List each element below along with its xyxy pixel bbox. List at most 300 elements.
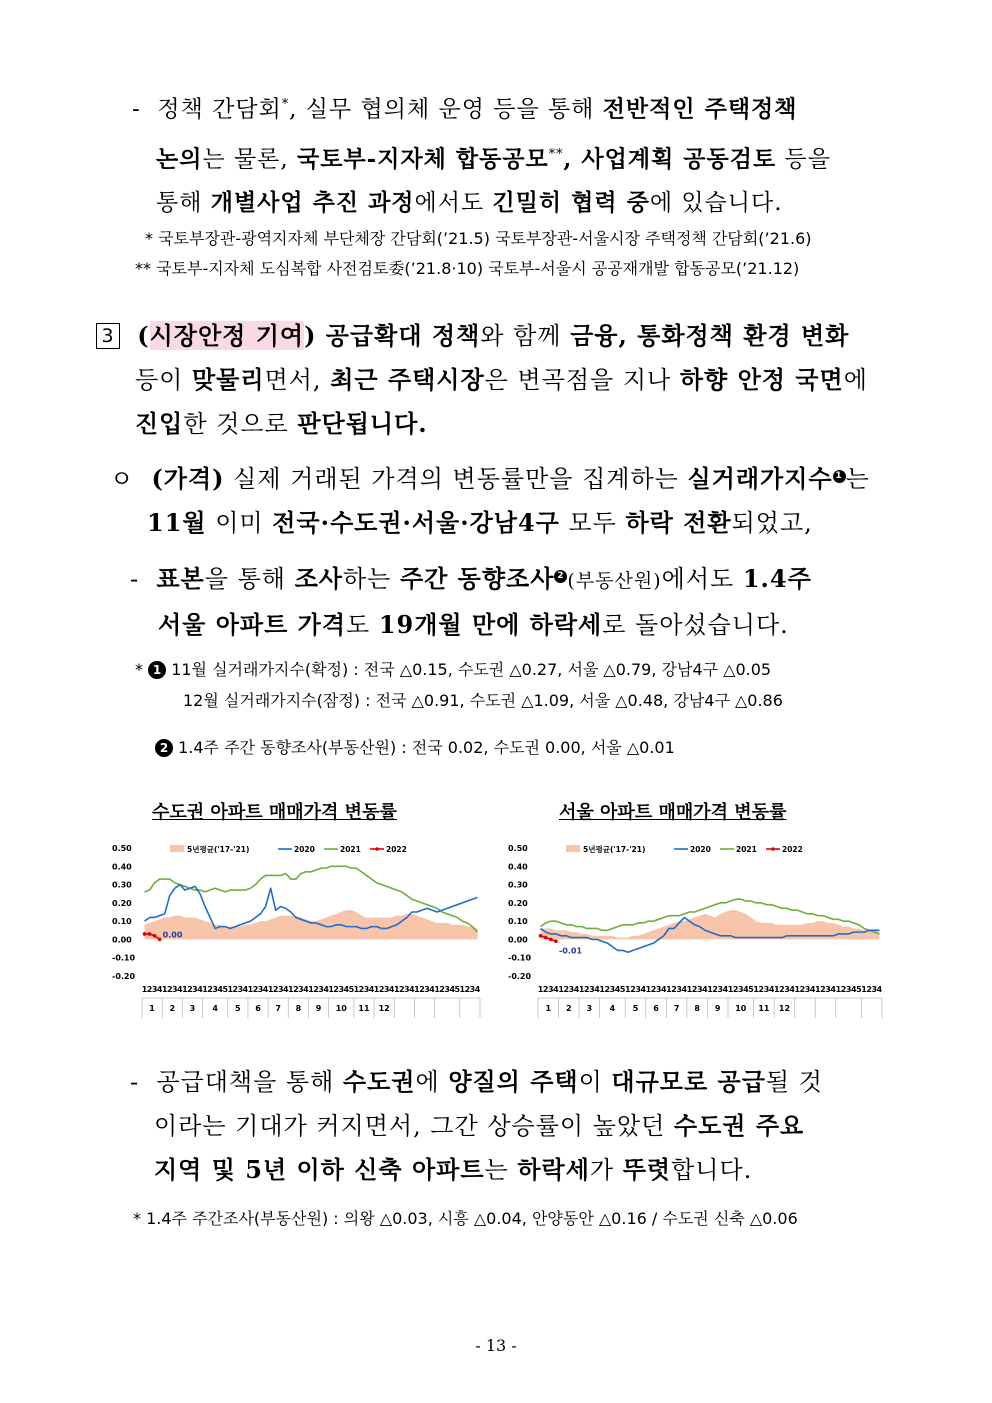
month-label: 6 bbox=[255, 1004, 261, 1013]
text: 될 것 bbox=[765, 1068, 823, 1096]
x-tick-label: 2 bbox=[866, 985, 872, 994]
x-tick-label: 2 bbox=[187, 985, 193, 994]
y-tick-label: 0.40 bbox=[112, 862, 132, 872]
emphasis: 대규모로 공급 bbox=[611, 1067, 766, 1096]
highlight-heading: 시장안정 기여 bbox=[149, 321, 305, 350]
x-tick-label: 1 bbox=[666, 985, 672, 994]
text: 은 변곡점을 지나 bbox=[484, 366, 680, 394]
x-tick-label: 5 bbox=[619, 985, 626, 994]
para-line bbox=[130, 557, 910, 603]
paren: ) bbox=[304, 321, 317, 350]
x-tick-label: 2 bbox=[840, 985, 847, 994]
price-paragraph bbox=[110, 457, 910, 545]
x-tick-label: 2 bbox=[439, 985, 445, 994]
text: 에 bbox=[843, 366, 868, 394]
x-tick-label: 1 bbox=[227, 985, 234, 994]
emphasis: 11월 bbox=[147, 508, 207, 537]
x-tick-label: 2 bbox=[583, 985, 590, 994]
series-2022-point bbox=[549, 938, 553, 942]
x-tick-label: 3 bbox=[237, 985, 244, 994]
para-line bbox=[132, 132, 898, 182]
x-tick-label: 4 bbox=[850, 985, 857, 994]
x-tick-label: 3 bbox=[845, 985, 852, 994]
x-tick-label: 2 bbox=[799, 985, 806, 994]
x-tick-label: 3 bbox=[609, 985, 616, 994]
text: 로 돌아섰습니다. bbox=[602, 611, 789, 639]
x-tick-label: 2 bbox=[604, 985, 611, 994]
para-line bbox=[132, 181, 898, 225]
month-label: 7 bbox=[673, 1004, 680, 1013]
x-tick-label: 3 bbox=[469, 985, 476, 994]
y-tick-label: 0.20 bbox=[112, 898, 132, 908]
x-tick-label: 3 bbox=[404, 985, 410, 994]
x-tick-label: 2 bbox=[293, 985, 299, 994]
index-note-1 bbox=[135, 655, 771, 685]
x-tick-label: 4 bbox=[789, 985, 795, 994]
emphasis: 주간 동향조사 bbox=[399, 564, 555, 593]
circled-number-1: 1 bbox=[833, 470, 846, 483]
x-tick-label: 2 bbox=[630, 985, 636, 994]
y-tick-label: 0.40 bbox=[508, 862, 528, 872]
month-label: 9 bbox=[315, 1004, 322, 1013]
x-tick-label: 3 bbox=[804, 985, 811, 994]
x-tick-label: 4 bbox=[553, 985, 559, 994]
x-tick-label: 1 bbox=[578, 985, 585, 994]
x-tick-label: 3 bbox=[212, 985, 218, 994]
month-label: 3 bbox=[189, 1004, 196, 1013]
x-tick-label: 2 bbox=[542, 985, 549, 994]
legend-label: 2021 bbox=[340, 845, 361, 854]
emphasis: 최근 주택시장 bbox=[330, 365, 485, 394]
x-tick-label: 2 bbox=[333, 985, 340, 994]
text: 이라는 기대가 커지면서, 그간 상승률이 높았던 bbox=[154, 1112, 674, 1140]
y-tick-label: -0.10 bbox=[112, 953, 136, 963]
month-label: 3 bbox=[586, 1004, 593, 1013]
legend-marker-2022 bbox=[771, 847, 775, 851]
y-tick-label: 0.50 bbox=[112, 844, 132, 853]
x-tick-label: 3 bbox=[277, 985, 284, 994]
emphasis: 전국·수도권·서울·강남4구 bbox=[272, 508, 560, 537]
text: 면서, bbox=[264, 366, 331, 394]
page-number: - 13 - bbox=[475, 1336, 517, 1355]
x-tick-label: 3 bbox=[738, 985, 744, 994]
x-tick-label: 2 bbox=[146, 985, 153, 994]
footnote-marker: * bbox=[281, 96, 290, 111]
circled-number-1: 1 bbox=[148, 661, 166, 679]
x-tick-label: 4 bbox=[809, 985, 816, 994]
emphasis: 전반적인 주택정책 bbox=[602, 95, 798, 123]
text: 에 bbox=[415, 1068, 449, 1096]
avg-area bbox=[145, 910, 478, 939]
y-tick-label: -0.20 bbox=[112, 972, 136, 981]
index-note-2 bbox=[155, 733, 675, 763]
x-tick-label: 1 bbox=[625, 985, 631, 994]
x-tick-label: 4 bbox=[343, 985, 350, 994]
x-tick-label: 5 bbox=[454, 985, 461, 994]
x-tick-label: 1 bbox=[459, 985, 466, 994]
x-tick-label: 3 bbox=[318, 985, 324, 994]
circled-number-2: 2 bbox=[554, 570, 567, 583]
x-tick-label: 1 bbox=[373, 985, 380, 994]
para-line bbox=[96, 402, 906, 446]
para-line bbox=[96, 358, 906, 402]
text: 한 것으로 bbox=[183, 410, 298, 438]
x-tick-label: 2 bbox=[378, 985, 385, 994]
paren: ( bbox=[137, 321, 150, 350]
x-tick-label: 3 bbox=[763, 985, 770, 994]
text: 통해 bbox=[156, 190, 211, 217]
x-tick-label: 1 bbox=[537, 985, 544, 994]
x-tick-label: 2 bbox=[166, 985, 173, 994]
emphasis: 하락 전환 bbox=[625, 508, 732, 537]
x-tick-label: 4 bbox=[156, 985, 163, 994]
x-tick-label: 3 bbox=[871, 985, 878, 994]
x-tick-label: 4 bbox=[323, 985, 329, 994]
text: 합니다. bbox=[671, 1156, 753, 1184]
x-tick-label: 4 bbox=[242, 985, 249, 994]
circled-number-2: 2 bbox=[155, 739, 173, 757]
x-tick-label: 3 bbox=[676, 985, 682, 994]
y-tick-label: 0.10 bbox=[508, 917, 528, 927]
x-tick-label: 3 bbox=[717, 985, 724, 994]
lower-paragraph bbox=[130, 1060, 910, 1192]
y-tick-label: 0.10 bbox=[112, 917, 132, 927]
bullet-marker: ㅇ bbox=[110, 465, 135, 493]
month-label: 2 bbox=[566, 1004, 572, 1013]
legend-label: 2020 bbox=[294, 845, 315, 854]
x-tick-label: 4 bbox=[474, 985, 481, 994]
x-tick-label: 2 bbox=[464, 985, 471, 994]
legend-swatch-avg bbox=[566, 845, 580, 852]
para-line bbox=[110, 501, 910, 545]
emphasis: 금융, 통화정책 환경 변화 bbox=[570, 321, 850, 350]
text: 가 bbox=[589, 1156, 623, 1184]
legend-label: 2021 bbox=[736, 845, 757, 854]
para-line bbox=[96, 314, 906, 358]
series-2022-point bbox=[554, 939, 558, 943]
x-tick-label: 3 bbox=[151, 985, 158, 994]
right-price-chart bbox=[504, 832, 890, 1022]
series-2022-point bbox=[539, 934, 543, 938]
x-tick-label: 1 bbox=[414, 985, 420, 994]
x-tick-label: 1 bbox=[202, 985, 208, 994]
text: 등을 bbox=[776, 146, 831, 173]
x-tick-label: 1 bbox=[707, 985, 713, 994]
emphasis: 개별사업 추진 과정 bbox=[210, 189, 415, 217]
x-tick-label: 3 bbox=[338, 985, 345, 994]
text: 에 있습니다. bbox=[649, 190, 783, 217]
x-tick-label: 4 bbox=[429, 985, 435, 994]
text: 는 bbox=[484, 1156, 518, 1184]
x-tick-label: 1 bbox=[161, 985, 168, 994]
y-tick-label: 0.20 bbox=[508, 898, 528, 908]
legend-label: 2020 bbox=[690, 845, 711, 854]
text: 하는 bbox=[342, 565, 400, 593]
left-chart-title: 수도권 아파트 매매가격 변동률 bbox=[152, 802, 397, 823]
x-tick-label: 1 bbox=[308, 985, 314, 994]
emphasis: 1.4주 bbox=[742, 564, 812, 593]
x-tick-label: 1 bbox=[182, 985, 188, 994]
x-tick-label: 4 bbox=[303, 985, 309, 994]
footnote-2: ** 국토부-지자체 도심복합 사전검토委(’21.8·10) 국토부-서울시 공공재개발 합동공모(’21.12) bbox=[135, 259, 800, 278]
x-tick-label: 1 bbox=[558, 985, 564, 994]
x-tick-label: 1 bbox=[815, 985, 821, 994]
survey-paragraph bbox=[130, 557, 910, 647]
emphasis: 양질의 주택 bbox=[448, 1067, 579, 1096]
x-tick-label: 1 bbox=[288, 985, 294, 994]
x-tick-label: 2 bbox=[207, 985, 213, 994]
emphasis: 판단됩니다. bbox=[297, 409, 428, 438]
x-tick-label: 3 bbox=[192, 985, 198, 994]
month-label: 1 bbox=[149, 1004, 155, 1013]
x-tick-label: 5 bbox=[348, 985, 355, 994]
x-tick-label: 4 bbox=[768, 985, 775, 994]
x-tick-label: 4 bbox=[661, 985, 667, 994]
x-tick-label: 2 bbox=[732, 985, 739, 994]
x-tick-label: 4 bbox=[743, 985, 749, 994]
legend-label: 5년평균('17-'21) bbox=[583, 845, 646, 854]
x-tick-label: 3 bbox=[424, 985, 430, 994]
month-label: 12 bbox=[778, 1004, 791, 1013]
month-label: 11 bbox=[358, 1004, 370, 1013]
emphasis: 뚜렷 bbox=[622, 1155, 672, 1184]
section-1-paragraph bbox=[132, 82, 898, 225]
x-tick-label: 3 bbox=[825, 985, 831, 994]
emphasis: (가격) bbox=[151, 464, 225, 493]
x-tick-label: 3 bbox=[298, 985, 304, 994]
x-tick-label: 1 bbox=[393, 985, 400, 994]
x-tick-label: 1 bbox=[835, 985, 842, 994]
emphasis: , 사업계획 공동검토 bbox=[563, 145, 777, 173]
legend-label: 2022 bbox=[386, 845, 407, 854]
x-tick-label: 3 bbox=[444, 985, 450, 994]
x-tick-label: 4 bbox=[177, 985, 183, 994]
month-label: 4 bbox=[609, 1004, 616, 1013]
x-tick-label: 2 bbox=[820, 985, 826, 994]
dash-marker: - bbox=[130, 1068, 140, 1096]
month-label: 8 bbox=[295, 1004, 302, 1013]
series-2022-point bbox=[153, 934, 157, 938]
text: 는 물론, bbox=[202, 146, 298, 173]
x-tick-label: 3 bbox=[784, 985, 790, 994]
legend-swatch-avg bbox=[170, 845, 184, 852]
section-3-paragraph bbox=[96, 314, 906, 446]
x-tick-label: 4 bbox=[197, 985, 203, 994]
emphasis: 진입 bbox=[135, 409, 184, 438]
x-tick-label: 5 bbox=[856, 985, 862, 994]
emphasis: 19개월 만에 하락세 bbox=[378, 610, 603, 639]
x-tick-label: 4 bbox=[876, 985, 883, 994]
x-tick-label: 1 bbox=[753, 985, 759, 994]
x-tick-label: 3 bbox=[635, 985, 641, 994]
x-tick-label: 2 bbox=[779, 985, 785, 994]
text: 되었고, bbox=[731, 509, 813, 537]
text: 이 bbox=[578, 1068, 612, 1096]
x-tick-label: 4 bbox=[282, 985, 289, 994]
x-tick-label: 2 bbox=[252, 985, 259, 994]
x-tick-label: 2 bbox=[313, 985, 319, 994]
month-label: 9 bbox=[714, 1004, 721, 1013]
x-tick-label: 4 bbox=[368, 985, 375, 994]
month-label: 8 bbox=[694, 1004, 700, 1013]
x-tick-label: 4 bbox=[409, 985, 415, 994]
legend-label: 5년평균('17-'21) bbox=[187, 845, 250, 854]
emphasis: 수도권 bbox=[342, 1067, 416, 1096]
x-tick-label: 5 bbox=[222, 985, 229, 994]
text: 등이 bbox=[135, 366, 192, 394]
text: 공급대책을 통해 bbox=[156, 1068, 343, 1096]
x-tick-label: 4 bbox=[830, 985, 837, 994]
x-tick-label: 1 bbox=[267, 985, 274, 994]
x-tick-label: 4 bbox=[449, 985, 456, 994]
legend bbox=[566, 844, 803, 854]
para-line bbox=[110, 457, 910, 501]
x-tick-label: 3 bbox=[363, 985, 370, 994]
para-line bbox=[130, 1148, 910, 1192]
month-label: 6 bbox=[653, 1004, 659, 1013]
footnote-marker: ** bbox=[548, 145, 564, 161]
data-label: -0.01 bbox=[558, 946, 583, 956]
x-tick-label: 4 bbox=[573, 985, 580, 994]
text: 에서도 bbox=[414, 190, 493, 217]
month-label: 5 bbox=[235, 1004, 241, 1013]
x-tick-label: 1 bbox=[434, 985, 440, 994]
y-tick-label: 0.00 bbox=[508, 935, 528, 945]
month-label: 1 bbox=[545, 1004, 552, 1013]
text: 실제 거래된 가격의 변동률만을 집계하는 bbox=[224, 465, 688, 493]
data-label: 0.00 bbox=[162, 930, 183, 940]
month-label: 11 bbox=[758, 1004, 770, 1013]
x-tick-label: 2 bbox=[399, 985, 405, 994]
section-number-box: 3 bbox=[96, 323, 120, 349]
text: 도 bbox=[346, 611, 379, 639]
text: 는 bbox=[845, 465, 870, 493]
series-2022-point bbox=[158, 938, 162, 942]
dash-marker: - bbox=[132, 96, 141, 123]
emphasis: 실거래가지수 bbox=[687, 464, 833, 493]
series-2022-point bbox=[148, 932, 152, 936]
x-tick-label: 1 bbox=[353, 985, 360, 994]
emphasis: 하향 안정 국면 bbox=[679, 365, 844, 394]
text: 이미 bbox=[206, 509, 273, 537]
month-label: 5 bbox=[632, 1004, 639, 1013]
y-tick-label: -0.20 bbox=[508, 972, 532, 981]
x-tick-label: 3 bbox=[383, 985, 390, 994]
emphasis: 맞물리 bbox=[192, 365, 265, 394]
text: 와 함께 bbox=[480, 322, 571, 350]
x-tick-label: 2 bbox=[563, 985, 570, 994]
y-tick-label: 0.00 bbox=[112, 935, 132, 945]
x-tick-label: 1 bbox=[247, 985, 254, 994]
right-chart-title: 서울 아파트 매매가격 변동률 bbox=[559, 802, 787, 823]
x-tick-label: 4 bbox=[681, 985, 688, 994]
emphasis: 공급확대 정책 bbox=[316, 321, 481, 350]
para-line bbox=[130, 603, 910, 647]
emphasis: 하락세 bbox=[517, 1155, 590, 1184]
x-tick-label: 4 bbox=[388, 985, 395, 994]
x-tick-label: 2 bbox=[358, 985, 365, 994]
x-tick-label: 3 bbox=[696, 985, 703, 994]
footnote-1: * 국토부장관-광역지자체 부단체장 간담회(’21.5) 국토부장관-서울시장 주택정책 간담회(’21.6) bbox=[145, 229, 812, 248]
x-tick-label: 4 bbox=[722, 985, 729, 994]
x-tick-label: 1 bbox=[599, 985, 605, 994]
month-label: 10 bbox=[735, 1004, 747, 1013]
x-tick-label: 3 bbox=[548, 985, 554, 994]
x-tick-label: 3 bbox=[568, 985, 575, 994]
x-tick-label: 4 bbox=[640, 985, 647, 994]
para-line bbox=[130, 1060, 910, 1104]
y-tick-label: 0.30 bbox=[508, 880, 528, 890]
x-tick-label: 2 bbox=[691, 985, 698, 994]
emphasis: 지역 및 5년 이하 신축 아파트 bbox=[154, 1155, 485, 1184]
x-tick-label: 1 bbox=[328, 985, 334, 994]
x-tick-label: 4 bbox=[262, 985, 269, 994]
lower-footnote: * 1.4주 주간조사(부동산원) : 의왕 △0.03, 시흥 △0.04, 안양동안 △0.16 / 수도권 신축 △0.06 bbox=[133, 1209, 798, 1228]
x-tick-label: 4 bbox=[614, 985, 621, 994]
x-tick-label: 3 bbox=[172, 985, 178, 994]
left-price-chart bbox=[108, 832, 488, 1022]
month-label: 12 bbox=[378, 1004, 390, 1013]
x-tick-label: 3 bbox=[257, 985, 264, 994]
month-label: 2 bbox=[169, 1004, 176, 1013]
series-2022-point bbox=[544, 936, 548, 940]
x-tick-label: 2 bbox=[272, 985, 279, 994]
x-tick-label: 2 bbox=[712, 985, 718, 994]
legend-marker-2022 bbox=[375, 847, 379, 851]
x-tick-label: 3 bbox=[589, 985, 595, 994]
y-tick-label: 0.50 bbox=[508, 844, 528, 853]
legend bbox=[170, 844, 407, 854]
y-tick-label: -0.10 bbox=[508, 953, 532, 963]
x-tick-label: 5 bbox=[748, 985, 754, 994]
x-tick-label: 4 bbox=[217, 985, 223, 994]
para-line bbox=[132, 82, 898, 132]
x-tick-label: 1 bbox=[645, 985, 652, 994]
x-tick-label: 2 bbox=[671, 985, 677, 994]
month-label: 7 bbox=[275, 1004, 281, 1013]
index-note-1b: 12월 실거래가지수(잠정) : 전국 △0.91, 수도권 △1.09, 서울 △0.48, 강남4구 △0.86 bbox=[183, 691, 783, 710]
note-star: * bbox=[135, 660, 143, 679]
emphasis: 조사 bbox=[294, 564, 343, 593]
x-tick-label: 2 bbox=[232, 985, 239, 994]
x-tick-label: 4 bbox=[702, 985, 708, 994]
x-tick-label: 1 bbox=[686, 985, 693, 994]
note-text: 1.4주 주간 동향조사(부동산원) : 전국 0.02, 수도권 0.00, 서울 △0.01 bbox=[178, 738, 675, 757]
x-tick-label: 2 bbox=[758, 985, 765, 994]
text: (부동산원) bbox=[567, 570, 662, 592]
emphasis: 논의 bbox=[156, 145, 203, 173]
x-tick-label: 1 bbox=[794, 985, 801, 994]
month-label: 10 bbox=[335, 1004, 347, 1013]
para-line bbox=[130, 1104, 910, 1148]
x-tick-label: 2 bbox=[650, 985, 657, 994]
emphasis: 수도권 주요 bbox=[673, 1111, 805, 1140]
emphasis: 표본 bbox=[156, 564, 205, 593]
emphasis: 국토부-지자체 합동공모 bbox=[297, 145, 549, 173]
text: , 실무 협의체 운영 등을 통해 bbox=[289, 96, 603, 123]
series-2022-point bbox=[143, 932, 147, 936]
text: 을 통해 bbox=[204, 565, 295, 593]
emphasis: 서울 아파트 가격 bbox=[158, 610, 346, 639]
emphasis: 긴밀히 협력 중 bbox=[492, 189, 650, 217]
text: 모두 bbox=[559, 509, 626, 537]
x-tick-label: 4 bbox=[594, 985, 600, 994]
x-tick-label: 3 bbox=[655, 985, 662, 994]
x-tick-label: 2 bbox=[419, 985, 425, 994]
x-tick-label: 1 bbox=[861, 985, 867, 994]
x-tick-label: 1 bbox=[727, 985, 734, 994]
text: 에서도 bbox=[661, 565, 743, 593]
